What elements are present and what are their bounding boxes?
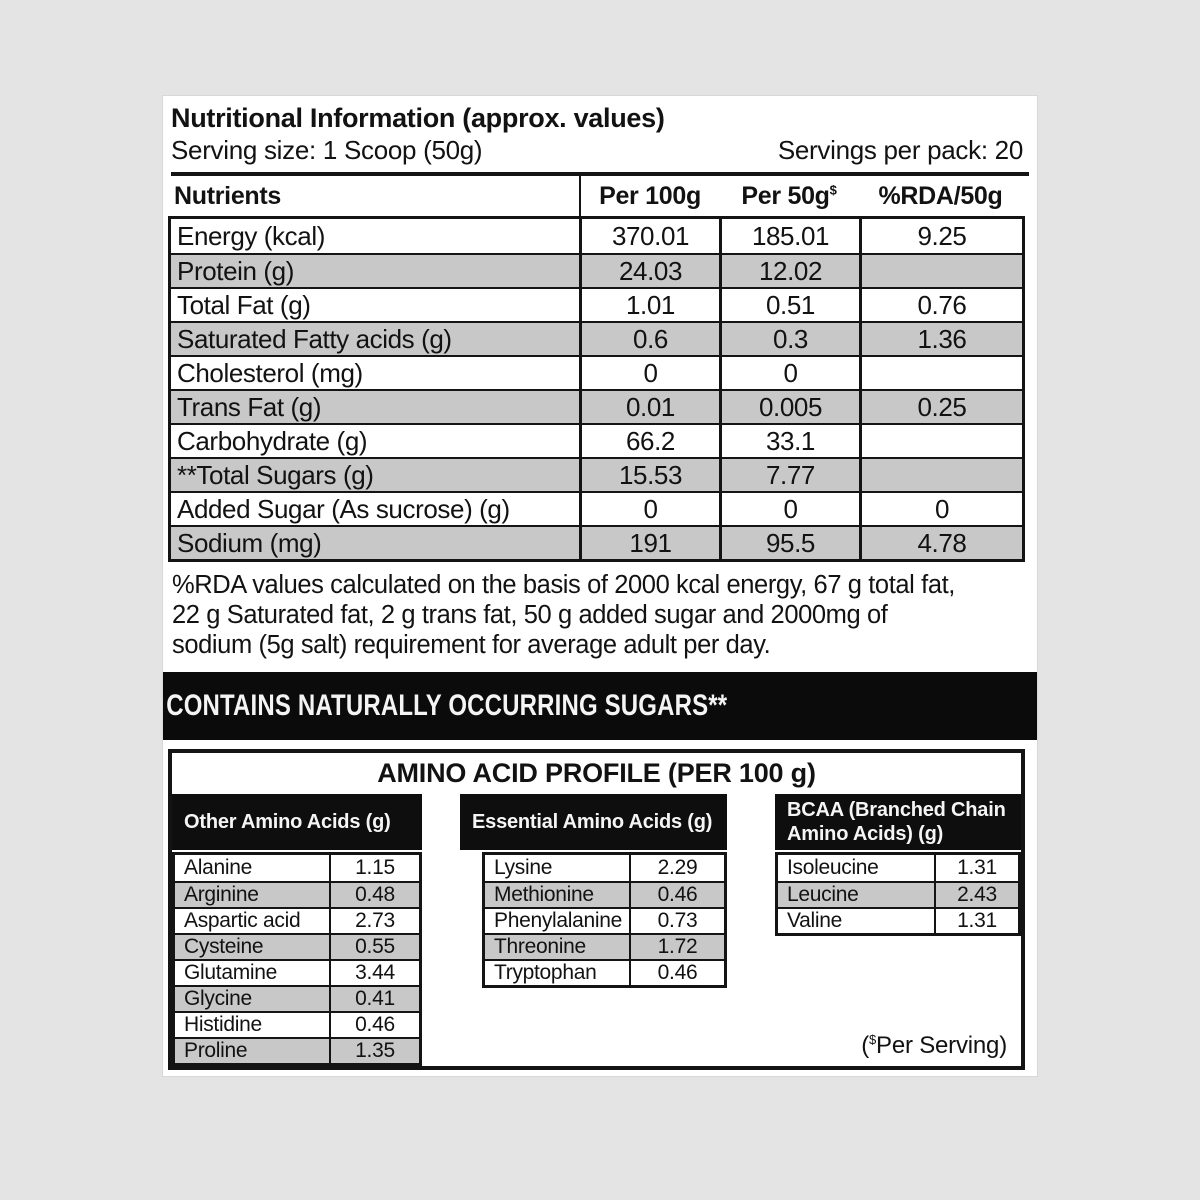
amino-value: 0.41 [329,987,419,1011]
amino-row [485,881,724,907]
amino-name: Threonine [494,935,586,958]
amino-row [175,1011,419,1037]
amino-name: Leucine [787,883,859,906]
rda-value: 1.36 [859,323,1022,355]
amino-name: Valine [787,909,843,932]
column-rda: %RDA/50g [878,181,1003,210]
amino-value: 0.73 [629,909,724,933]
amino-row [778,881,1018,907]
nutrient-label: **Total Sugars (g) [177,459,374,490]
nutrient-label: Protein (g) [177,255,294,286]
serving-size-text: Serving size: 1 Scoop (50g) [171,135,483,165]
amino-row [485,855,724,881]
amino-row [175,907,419,933]
amino-value: 2.29 [629,855,724,881]
amino-value: 1.31 [934,909,1018,933]
amino-groups [172,794,1021,1066]
nutrition-row [171,253,1022,287]
nutrition-title: Nutritional Information (approx. values) [171,103,665,133]
amino-row [485,907,724,933]
nutrient-label: Total Fat (g) [177,289,311,320]
per-100g-value: 0 [579,493,719,525]
per-50g-value: 0.005 [719,391,859,423]
amino-group-bcaa-header: BCAA (Branched Chain Amino Acids) (g) [775,794,1021,850]
per-serving-open: ( [861,1032,869,1059]
amino-value: 0.48 [329,883,419,907]
amino-row [175,855,419,881]
nutrient-label: Energy (kcal) [177,220,325,251]
amino-row [175,985,419,1011]
amino-row [175,1037,419,1063]
amino-row [175,881,419,907]
per-serving-text: Per Serving) [876,1032,1007,1059]
per-50g-value: 0 [719,493,859,525]
nutrition-label-card [163,96,1037,1076]
amino-name: Methionine [494,883,594,906]
column-per-50g-text: Per 50g [741,181,830,210]
per-100g-value: 370.01 [579,219,719,253]
amino-value: 1.15 [329,855,419,881]
nutrition-row [171,525,1022,559]
amino-table-other [172,852,422,1066]
nutrient-label: Cholesterol (mg) [177,357,363,388]
rda-footnote-line: %RDA values calculated on the basis of 2000 kcal energy, 67 g total fat, [172,571,955,599]
per-100g-value: 0.01 [579,391,719,423]
rda-value: 0.76 [859,289,1022,321]
amino-group-bcaa [775,794,1021,936]
amino-value: 0.46 [329,1013,419,1037]
amino-name: Glutamine [184,961,278,984]
amino-name: Cysteine [184,935,264,958]
amino-name: Glycine [184,987,252,1010]
rda-footnote [172,570,1029,660]
nutrition-row [171,491,1022,525]
amino-table-bcaa [775,852,1021,936]
amino-name: Proline [184,1039,248,1062]
label-header [163,96,1037,166]
nutrition-row [171,389,1022,423]
rda-value [859,255,1022,287]
amino-group-essential [460,794,727,988]
amino-row [778,907,1018,933]
amino-name: Histidine [184,1013,262,1036]
nutrition-table [168,216,1025,562]
amino-row [175,959,419,985]
amino-value: 1.35 [329,1039,419,1063]
rda-value [859,425,1022,457]
nutrition-row [171,355,1022,389]
amino-value: 0.46 [629,883,724,907]
amino-group-other [172,794,422,1066]
sugars-banner [163,672,1037,740]
nutrition-row [171,457,1022,491]
per-serving-marker: $ [829,182,837,198]
amino-group-essential-header: Essential Amino Acids (g) [460,794,727,850]
amino-row [485,933,724,959]
servings-per-pack-text: Servings per pack: 20 [777,135,1023,165]
per-100g-value: 0.6 [579,323,719,355]
rda-value: 9.25 [859,219,1022,253]
amino-row [485,959,724,985]
rda-value: 0 [859,493,1022,525]
per-serving-note [861,1032,1007,1060]
per-50g-value: 0 [719,357,859,389]
column-per-50g [719,182,859,211]
per-50g-value: 12.02 [719,255,859,287]
nutrient-label: Carbohydrate (g) [177,425,368,456]
amino-value: 2.73 [329,909,419,933]
amino-name: Alanine [184,856,252,879]
per-50g-value: 95.5 [719,527,859,559]
rda-footnote-line: sodium (5g salt) requirement for average adult per day. [172,631,771,659]
per-50g-value: 33.1 [719,425,859,457]
per-50g-value: 0.3 [719,323,859,355]
per-50g-value: 0.51 [719,289,859,321]
per-100g-value: 15.53 [579,459,719,491]
nutrition-row [171,287,1022,321]
rda-value: 0.25 [859,391,1022,423]
amino-value: 0.55 [329,935,419,959]
amino-name: Aspartic acid [184,909,301,932]
amino-acid-panel [168,749,1025,1070]
per-50g-value: 185.01 [719,219,859,253]
amino-group-other-header: Other Amino Acids (g) [172,794,422,850]
serving-row [171,134,1023,166]
nutrition-row [171,219,1022,253]
per-50g-value: 7.77 [719,459,859,491]
per-100g-value: 66.2 [579,425,719,457]
amino-value: 1.31 [934,855,1018,881]
per-100g-value: 1.01 [579,289,719,321]
table-column-header [168,176,1029,216]
rda-value [859,459,1022,491]
amino-name: Isoleucine [787,856,879,879]
nutrient-label: Sodium (mg) [177,527,322,558]
amino-name: Lysine [494,856,553,879]
nutrition-row [171,321,1022,355]
amino-value: 2.43 [934,883,1018,907]
sugars-banner-text: CONTAINS NATURALLY OCCURRING SUGARS** [166,689,728,722]
amino-value: 1.72 [629,935,724,959]
amino-row [175,933,419,959]
per-100g-value: 191 [579,527,719,559]
nutrient-label: Trans Fat (g) [177,391,322,422]
nutrient-label: Saturated Fatty acids (g) [177,323,452,354]
rda-value [859,357,1022,389]
rda-value: 4.78 [859,527,1022,559]
amino-value: 3.44 [329,961,419,985]
amino-row [778,855,1018,881]
column-nutrients: Nutrients [174,181,282,210]
amino-name: Tryptophan [494,961,597,984]
amino-name: Arginine [184,883,259,906]
nutrient-label: Added Sugar (As sucrose) (g) [177,493,510,524]
rda-footnote-line: 22 g Saturated fat, 2 g trans fat, 50 g added sugar and 2000mg of [172,601,888,629]
amino-value: 0.46 [629,961,724,985]
per-100g-value: 24.03 [579,255,719,287]
nutrition-row [171,423,1022,457]
column-per-100g: Per 100g [579,176,719,216]
per-serving-sup: $ [868,1032,877,1047]
amino-table-essential [482,852,727,988]
amino-name: Phenylalanine [494,909,623,932]
amino-profile-title: AMINO ACID PROFILE (PER 100 g) [377,758,816,788]
per-100g-value: 0 [579,357,719,389]
